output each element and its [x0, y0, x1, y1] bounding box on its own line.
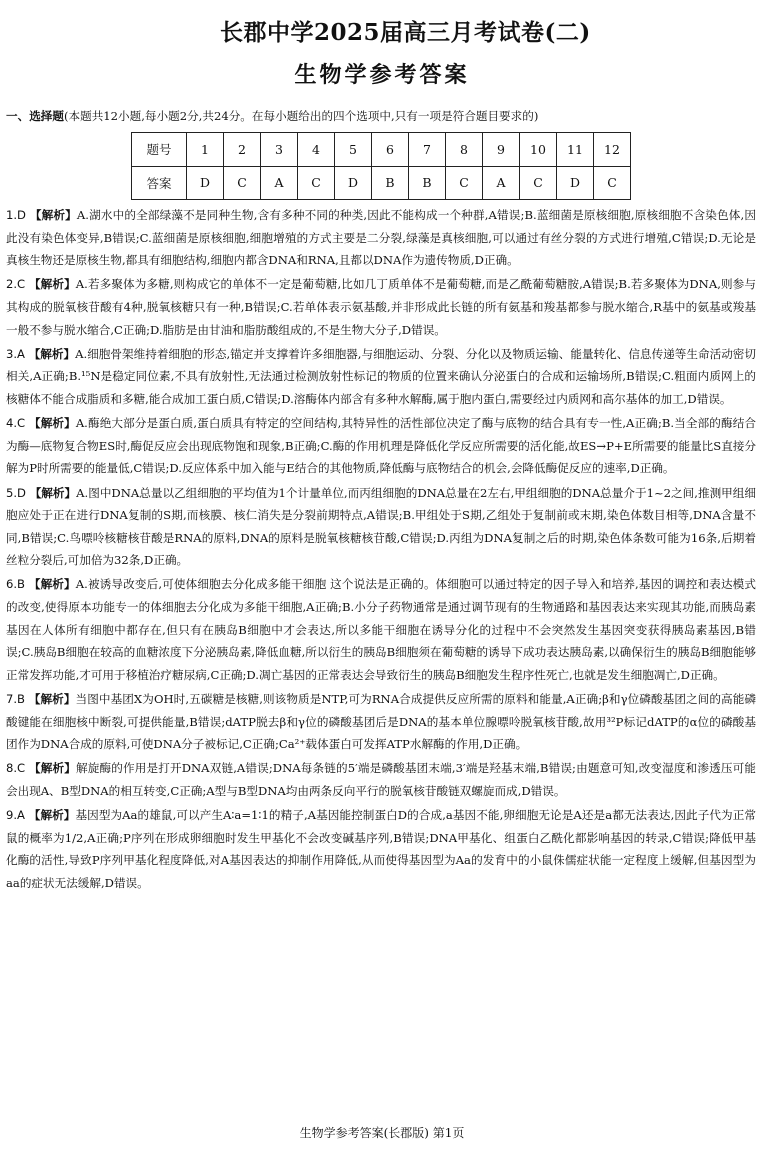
- question-number-cell: 7: [409, 133, 446, 167]
- question-number-cell: 9: [483, 133, 520, 167]
- question-number-cell: 8: [446, 133, 483, 167]
- analysis-tag: 【解析】: [29, 761, 77, 776]
- answer-cell: C: [298, 166, 335, 200]
- answer-cell: D: [187, 166, 224, 200]
- item-text: A.湖水中的全部绿藻不是同种生物,含有多种不同的种类,因此不能构成一个种群,A错误;B.蓝细菌是原核细胞,原核细胞不含染色体,因此没有染色体变异,B错误;C.蓝细菌是原核细胞,细胞增殖的方式主要是二分裂,绿藻是真核细胞,可以通过有丝分裂的方式进行增殖,C错误;D.无论是真核生物还是原核生物,都具有细胞结构,细胞内都含DNA和RNA,且都以DNA作为遗传物质,D正确。: [6, 208, 756, 268]
- explanation-item: [6, 204, 756, 272]
- item-number: 1.D: [6, 208, 26, 222]
- item-text: 解旋酶的作用是打开DNA双链,A错误;DNA每条链的5′端是磷酸基团末端,3′端是羟基末端,B错误;由题意可知,改变湿度和渗透压可能会出现A、B型DNA的相互转变,C正确;A型与B型DNA均由两条反向平行的脱氧核苷酸链双螺旋而成,D错误。: [6, 761, 757, 798]
- question-number-cell: 12: [594, 133, 631, 167]
- analysis-tag: 【解析】: [28, 577, 76, 592]
- analysis-tag: 【解析】: [28, 692, 76, 707]
- analysis-tag: 【解析】: [29, 208, 77, 222]
- answer-cell: A: [261, 166, 298, 200]
- item-text: A.细胞骨架维持着细胞的形态,锚定并支撑着许多细胞器,与细胞运动、分裂、分化以及物质运输、能量转化、信息传递等生命活动密切相关,A正确;B.¹⁵N是稳定同位素,不具有放射性,无法通过检测放射性标记的物质的位置来确认分泌蛋白的合成和运输场所,B错误;C.粗面内质网上的核糖体不能合成脂质和多糖,能合成加工蛋白质,C错误;D.溶酶体内部含有多种水解酶,属于胞内蛋白,需要经过内质网和高尔基体的加工,D错误。: [6, 346, 756, 406]
- section-label: 一、选择题: [6, 109, 64, 123]
- question-number-cell: 2: [224, 133, 261, 167]
- item-text: A.图中DNA总量以乙组细胞的平均值为1个计量单位,而丙组细胞的DNA总量在2左右,甲组细胞的DNA总量介于1~2之间,推测甲组细胞应处于正在进行DNA复制的S期,而核膜、核仁消失是分裂前期特点,A错误;B.甲组处于S期,乙组处于复制前或末期,染色体数目相等,DNA含量不同,B错误;C.鸟嘌呤核糖核苷酸是RNA的原料,DNA的原料是脱氧核糖核苷酸,C错误;D.丙组为DNA复制之后的时期,染色体条数可能为16条,后期着丝粒分裂后,可加倍为32条,D正确。: [6, 485, 756, 568]
- item-number: 4.C: [6, 416, 26, 431]
- answer-cell: A: [483, 166, 520, 200]
- item-number: 5.D: [6, 485, 26, 500]
- question-number-cell: 10: [520, 133, 557, 167]
- item-number: 9.A: [6, 808, 25, 823]
- explanation-item: [6, 757, 756, 802]
- item-number: 2.C: [6, 277, 26, 292]
- explanation-list: [6, 204, 756, 896]
- analysis-tag: 【解析】: [29, 485, 77, 500]
- answer-table-answer-row: [132, 166, 631, 200]
- table-header-cell: 答案: [132, 166, 187, 200]
- answer-cell: B: [409, 166, 446, 200]
- page-footer: 生物学参考答案(长郡版) 第1页: [299, 1126, 465, 1140]
- item-text: A.被诱导改变后,可使体细胞去分化成多能干细胞 这个说法是正确的。体细胞可以通过特定的因子导入和培养,基因的调控和表达模式的改变,使得原本功能专一的体细胞去分化成为多能干细胞,A正确;B.小分子药物通常是通过调节现有的生物通路和基因表达来实现其功能,而胰岛素基因在人体所有细胞中都存在,但只有在胰岛B细胞中才会表达,所以多能干细胞在诱导分化的过程中不会突然发生基因突变获得胰岛素基因,B错误;C.胰岛B细胞在较高的血糖浓度下分泌胰岛素,降低血糖,所以衍生的胰岛B细胞须在葡萄糖的诱导下成功表达胰岛素,以确保衍生的胰岛B细胞能够正常发挥功能,才可用于移植治疗糖尿病,C正确;D.凋亡基因的正常表达会导致衍生的胰岛B细胞发生程序性死亡,也就是发生细胞凋亡,D正确。: [6, 577, 756, 682]
- answer-cell: C: [520, 166, 557, 200]
- question-number-cell: 5: [335, 133, 372, 167]
- analysis-tag: 【解析】: [28, 277, 76, 292]
- item-number: 3.A: [6, 346, 25, 361]
- question-number-cell: 3: [261, 133, 298, 167]
- explanation-item: [6, 343, 756, 411]
- answer-cell: B: [372, 166, 409, 200]
- analysis-tag: 【解析】: [28, 808, 76, 823]
- question-number-cell: 4: [298, 133, 335, 167]
- question-number-cell: 6: [372, 133, 409, 167]
- answer-cell: D: [335, 166, 372, 200]
- explanation-item: [6, 482, 756, 572]
- answer-cell: C: [224, 166, 261, 200]
- item-number: 8.C: [6, 761, 26, 776]
- item-number: 7.B: [6, 692, 26, 707]
- analysis-tag: 【解析】: [28, 346, 76, 361]
- question-number-cell: 1: [187, 133, 224, 167]
- explanation-item: [6, 412, 756, 480]
- explanation-item: [6, 804, 756, 894]
- explanation-item: [6, 573, 756, 686]
- answer-table-number-row: [132, 133, 631, 167]
- item-number: 6.B: [6, 577, 26, 592]
- answer-cell: C: [446, 166, 483, 200]
- item-text: 当图中基团X为OH时,五碳糖是核糖,则该物质是NTP,可为RNA合成提供反应所需的原料和能量,A正确;β和γ位磷酸基团之间的高能磷酸键能在细胞核中断裂,可提供能量,B错误;dATP脱去β和γ位的磷酸基团后是DNA的基本单位腺嘌呤脱氧核苷酸,故用³²P标记dATP的α位的磷酸基团作为DNA合成的原料,可使DNA分子被标记,C正确;Ca²⁺载体蛋白可发挥ATP水解酶的作用,D正确。: [6, 692, 756, 752]
- explanation-item: [6, 273, 756, 341]
- section-heading: [6, 108, 758, 124]
- item-text: A.酶绝大部分是蛋白质,蛋白质具有特定的空间结构,其特异性的活性部位决定了酶与底物的结合具有专一性,A正确;B.当全部的酶结合为酶—底物复合物ES时,酶促反应会出现底物饱和现象,B正确;C.酶的作用机理是降低化学反应所需要的活化能,故ES→P+E所需要的能量比S直接分解为P时所需要的能量低,C错误;D.反应体系中加入能与E结合的其他物质,降低酶与底物结合的机会,会降低酶促反应的速率,D正确。: [6, 416, 756, 476]
- page-subtitle: 生物学参考答案: [294, 63, 470, 88]
- question-number-cell: 11: [557, 133, 594, 167]
- item-text: A.若多聚体为多糖,则构成它的单体不一定是葡萄糖,比如几丁质单体不是葡萄糖,而是乙酰葡萄糖胺,A错误;B.若多聚体为DNA,则参与其构成的脱氧核苷酸有4种,脱氧核糖只有一种,B错误;C.若单体表示氨基酸,并非形成此长链的所有氨基和羧基都参与脱水缩合,R基中的氨基或羧基一般不参与脱水缩合,C正确;D.脂肪是由甘油和脂肪酸组成的,不是生物大分子,D错误。: [6, 277, 756, 337]
- answer-cell: D: [557, 166, 594, 200]
- table-header-cell: 题号: [132, 133, 187, 167]
- section-instruction: (本题共12小题,每小题2分,共24分。在每小题给出的四个选项中,只有一项是符合题目要求的): [63, 109, 539, 123]
- explanation-item: [6, 688, 756, 756]
- answer-table: [131, 132, 631, 200]
- answer-cell: C: [594, 166, 631, 200]
- page-title: 长郡中学2025届高三月考试卷(二): [220, 19, 591, 46]
- analysis-tag: 【解析】: [28, 416, 76, 431]
- item-text: 基因型为Aa的雄鼠,可以产生A∶a=1∶1的精子,A基因能控制蛋白D的合成,a基因不能,卵细胞无论是A还是a都无法表达,因此子代为正常鼠的概率为1/2,A正确;P序列在形成卵细胞时发生甲基化不会改变碱基序列,B错误;DNA甲基化、组蛋白乙酰化都影响基因的转录,C错误;降低甲基化酶的活性,导致P序列甲基化程度降低,对A基因表达的抑制作用降低,从而使得基因型为Aa的发育中的小鼠侏儒症状能一定程度上缓解,但基因型为aa的症状无法缓解,D错误。: [6, 808, 756, 890]
